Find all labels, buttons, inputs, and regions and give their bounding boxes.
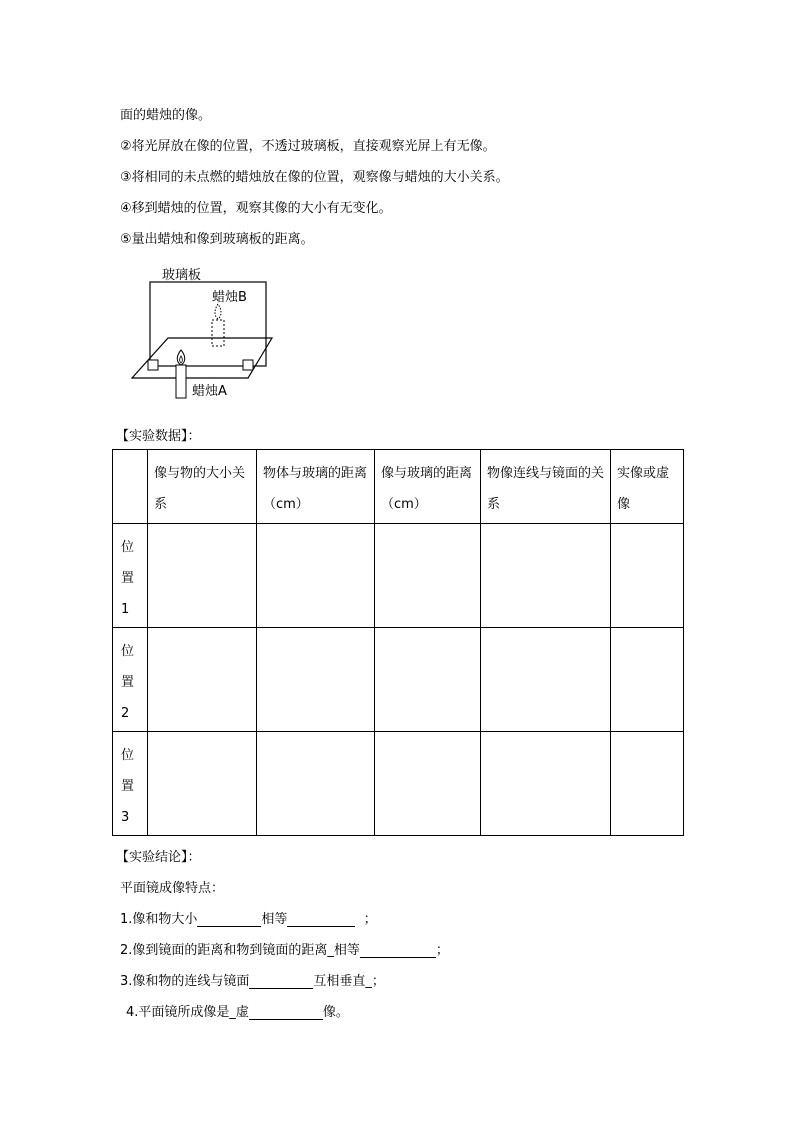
cell-empty[interactable]	[375, 524, 481, 628]
header-corner	[113, 450, 148, 524]
cell-empty[interactable]	[611, 524, 684, 628]
header-line-relation: 物像连线与镜面的关系	[481, 450, 611, 524]
conclusion-heading: 【实验结论】：	[116, 850, 201, 865]
candle-a	[176, 365, 186, 398]
conclusion-item-1: 1.像和物大小 相等 ；	[120, 912, 377, 927]
cell-empty[interactable]	[257, 524, 375, 628]
candle-b	[212, 320, 224, 346]
cell-empty[interactable]	[148, 732, 257, 836]
step-4: ④移到蜡烛的位置，观察其像的大小有无变化。	[120, 201, 392, 216]
row-label-position-1: 位 置 1	[113, 524, 148, 628]
step-3: ③将相同的未点燃的蜡烛放在像的位置，观察像与蜡烛的大小关系。	[120, 170, 509, 185]
step-continuation: 面的蜡烛的像。	[120, 108, 212, 123]
cell-empty[interactable]	[148, 628, 257, 732]
cell-empty[interactable]	[611, 628, 684, 732]
data-table	[112, 449, 684, 836]
row-label-position-3: 位 置 3	[113, 732, 148, 836]
row-label-position-2: 位 置 2	[113, 628, 148, 732]
table-row	[113, 524, 684, 628]
header-object-distance: 物体与玻璃的距离（cm）	[257, 450, 375, 524]
conclusion-intro: 平面镜成像特点：	[120, 881, 225, 896]
header-size-relation: 像与物的大小关系	[148, 450, 257, 524]
cell-empty[interactable]	[375, 732, 481, 836]
header-image-distance: 像与玻璃的距离（cm）	[375, 450, 481, 524]
experiment-figure	[130, 262, 280, 407]
answer-blank[interactable]	[249, 974, 313, 989]
answer-blank[interactable]	[287, 912, 355, 927]
header-real-virtual: 实像或虚像	[611, 450, 684, 524]
table-row	[113, 732, 684, 836]
conclusion-item-4: 4.平面镜所成像是_虚 像。	[126, 1005, 349, 1020]
cell-empty[interactable]	[375, 628, 481, 732]
cell-empty[interactable]	[481, 732, 611, 836]
cell-empty[interactable]	[481, 628, 611, 732]
answer-blank[interactable]	[360, 943, 436, 958]
table-row	[113, 628, 684, 732]
candle-a-label: 蜡烛A	[192, 384, 227, 399]
cell-empty[interactable]	[257, 732, 375, 836]
answer-blank[interactable]	[197, 912, 261, 927]
table-surface	[132, 338, 272, 378]
step-5: ⑤量出蜡烛和像到玻璃板的距离。	[120, 232, 314, 247]
table-header-row	[113, 450, 684, 524]
answer-blank[interactable]	[249, 1005, 323, 1020]
cell-empty[interactable]	[481, 524, 611, 628]
step-2: ②将光屏放在像的位置，不透过玻璃板，直接观察光屏上有无像。	[120, 139, 496, 154]
conclusion-item-2: 2.像到镜面的距离和物到镜面的距离_相等 ；	[120, 943, 449, 958]
candle-b-flame	[215, 304, 221, 319]
candle-b-label: 蜡烛B	[212, 290, 247, 305]
conclusion-item-3: 3.像和物的连线与镜面 互相垂直_；	[120, 974, 385, 989]
cell-empty[interactable]	[257, 628, 375, 732]
cell-empty[interactable]	[611, 732, 684, 836]
glass-plate	[150, 282, 266, 366]
cell-empty[interactable]	[148, 524, 257, 628]
right-support	[243, 360, 253, 370]
data-heading: 【实验数据】：	[116, 429, 201, 444]
left-support	[148, 360, 158, 370]
glass-plate-label: 玻璃板	[162, 268, 202, 283]
